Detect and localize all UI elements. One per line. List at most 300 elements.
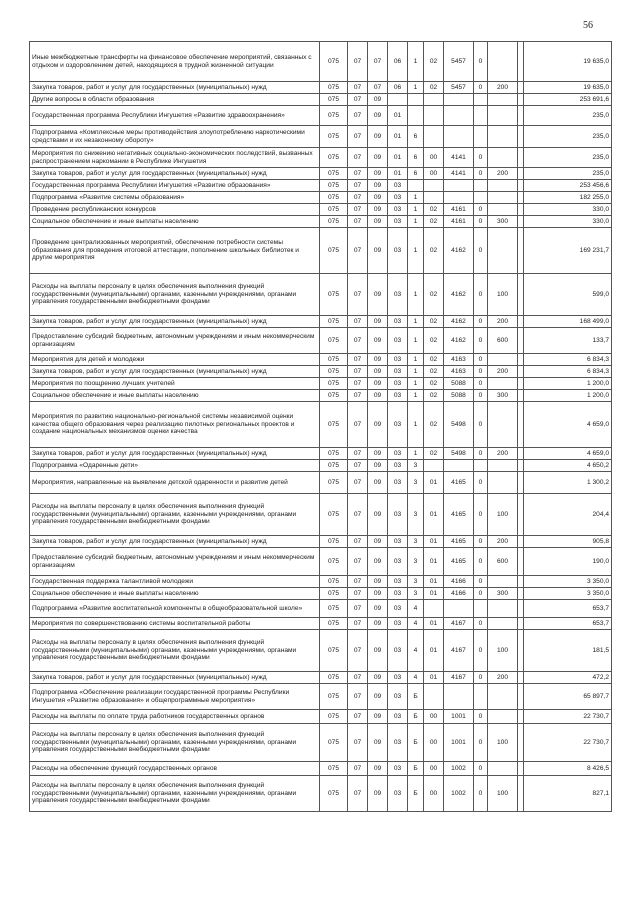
row-code-cell: 07	[348, 126, 368, 148]
row-code-cell: 0	[474, 472, 488, 494]
row-name: Мероприятия, направленные на выявление детской одаренности и развитие детей	[30, 472, 320, 494]
row-code-cell: 07	[348, 762, 368, 776]
row-code-cell: 200	[488, 82, 518, 94]
row-code-cell: 09	[368, 354, 388, 366]
row-code-cell: 1	[408, 354, 424, 366]
row-code-cell: 075	[320, 126, 348, 148]
row-code-cell: 5498	[444, 448, 474, 460]
row-code-cell: 4141	[444, 168, 474, 180]
row-amount: 65 897,7	[524, 684, 612, 710]
row-code-cell: 0	[474, 724, 488, 762]
row-name: Закупка товаров, работ и услуг для государственных (муниципальных) нужд	[30, 168, 320, 180]
row-code-cell: 075	[320, 42, 348, 82]
row-code-cell: 09	[368, 618, 388, 630]
row-name: Иные межбюджетные трансферты на финансовое обеспечение мероприятий, связанных с отдыхом и оздоровлением детей, находящихся в трудной жизненной ситуации	[30, 42, 320, 82]
row-code-cell: 075	[320, 180, 348, 192]
table-row	[30, 710, 612, 724]
row-code-cell: 02	[424, 228, 444, 274]
row-code-cell: 1002	[444, 776, 474, 812]
row-code-cell	[444, 106, 474, 126]
row-code-cell: 200	[488, 672, 518, 684]
row-code-cell: 075	[320, 588, 348, 600]
row-code-cell: 02	[424, 354, 444, 366]
table-row	[30, 354, 612, 366]
row-amount: 1 300,2	[524, 472, 612, 494]
table-row	[30, 724, 612, 762]
row-amount: 169 231,7	[524, 228, 612, 274]
row-name: Расходы на выплаты персоналу в целях обеспечения выполнения функций государственными (муниципальными) органами, казенными учреждениями, органами управления государственными внебюджетными фондами	[30, 494, 320, 536]
row-amount: 4 650,2	[524, 460, 612, 472]
row-code-cell: 03	[388, 684, 408, 710]
row-code-cell: 0	[474, 588, 488, 600]
table-row	[30, 494, 612, 536]
row-code-cell	[408, 180, 424, 192]
row-code-cell: 100	[488, 630, 518, 672]
row-name: Государственная поддержка талантливой молодежи	[30, 576, 320, 588]
row-code-cell: 07	[348, 168, 368, 180]
row-code-cell: 03	[388, 354, 408, 366]
row-code-cell: 0	[474, 762, 488, 776]
row-amount: 905,8	[524, 536, 612, 548]
row-code-cell: 03	[388, 228, 408, 274]
table-row	[30, 42, 612, 82]
row-code-cell	[488, 354, 518, 366]
row-code-cell: 03	[388, 630, 408, 672]
row-code-cell: 01	[424, 630, 444, 672]
row-code-cell: 4	[408, 618, 424, 630]
row-amount: 181,5	[524, 630, 612, 672]
budget-table	[29, 41, 612, 812]
row-code-cell	[424, 600, 444, 618]
row-code-cell: 00	[424, 724, 444, 762]
row-code-cell: 075	[320, 168, 348, 180]
row-code-cell: 4165	[444, 472, 474, 494]
row-code-cell: 09	[368, 776, 388, 812]
row-code-cell: 200	[488, 536, 518, 548]
row-code-cell: 03	[388, 762, 408, 776]
row-code-cell: 1	[408, 390, 424, 402]
row-code-cell: 00	[424, 710, 444, 724]
row-code-cell: 07	[348, 94, 368, 106]
row-code-cell	[424, 94, 444, 106]
row-amount: 133,7	[524, 328, 612, 354]
row-code-cell: 09	[368, 460, 388, 472]
row-code-cell: 0	[474, 328, 488, 354]
row-code-cell: 03	[388, 494, 408, 536]
row-code-cell: 0	[474, 776, 488, 812]
table-row	[30, 618, 612, 630]
row-code-cell: 075	[320, 378, 348, 390]
row-code-cell: 0	[474, 548, 488, 576]
row-code-cell	[444, 684, 474, 710]
page-number: 56	[583, 20, 593, 31]
row-code-cell: 01	[388, 106, 408, 126]
row-code-cell	[444, 460, 474, 472]
table-row	[30, 588, 612, 600]
table-row	[30, 180, 612, 192]
row-code-cell: 09	[368, 684, 388, 710]
row-code-cell: 0	[474, 494, 488, 536]
row-code-cell: 03	[388, 192, 408, 204]
row-code-cell: 02	[424, 204, 444, 216]
row-code-cell: Б	[408, 762, 424, 776]
row-code-cell	[474, 94, 488, 106]
row-code-cell	[488, 126, 518, 148]
row-code-cell: 075	[320, 402, 348, 448]
row-amount: 190,0	[524, 548, 612, 576]
row-code-cell: 6	[408, 168, 424, 180]
row-code-cell: 075	[320, 204, 348, 216]
row-code-cell: 01	[424, 576, 444, 588]
row-code-cell: 4162	[444, 316, 474, 328]
row-amount: 599,0	[524, 274, 612, 316]
row-code-cell: 0	[474, 630, 488, 672]
row-code-cell: 4166	[444, 576, 474, 588]
row-name: Проведение централизованных мероприятий, обеспечение потребности системы образования для проведения итоговой аттестации, пополнение школьных библиотек и другие мероприятия	[30, 228, 320, 274]
row-code-cell: 0	[474, 672, 488, 684]
row-code-cell	[488, 762, 518, 776]
row-name: Социальное обеспечение и иные выплаты населению	[30, 588, 320, 600]
row-code-cell: 0	[474, 618, 488, 630]
row-code-cell: 3	[408, 536, 424, 548]
row-code-cell	[444, 192, 474, 204]
row-code-cell: 03	[388, 710, 408, 724]
row-code-cell: 07	[348, 228, 368, 274]
row-code-cell	[488, 460, 518, 472]
table-row	[30, 684, 612, 710]
row-name: Подпрограмма «Обеспечение реализации государственной программы Республики Ингушетия «Развитие образования» и общепрограммные мероприятия»	[30, 684, 320, 710]
row-code-cell: 075	[320, 618, 348, 630]
row-code-cell: 4167	[444, 672, 474, 684]
row-code-cell: 07	[348, 494, 368, 536]
row-code-cell: 0	[474, 536, 488, 548]
row-code-cell: 03	[388, 216, 408, 228]
row-code-cell: 0	[474, 216, 488, 228]
row-code-cell: 3	[408, 588, 424, 600]
row-code-cell: 03	[388, 448, 408, 460]
row-code-cell: 075	[320, 684, 348, 710]
row-code-cell: 09	[368, 548, 388, 576]
row-code-cell: 5457	[444, 82, 474, 94]
row-name: Мероприятия по снижению негативных социально-экономических последствий, вызванных распространением наркомании в Республике Ингушетия	[30, 148, 320, 168]
row-code-cell: 09	[368, 366, 388, 378]
row-code-cell	[424, 192, 444, 204]
row-code-cell: 0	[474, 82, 488, 94]
table-row	[30, 216, 612, 228]
row-code-cell: 09	[368, 180, 388, 192]
row-code-cell: 00	[424, 168, 444, 180]
row-amount: 4 659,0	[524, 402, 612, 448]
row-code-cell	[424, 180, 444, 192]
row-code-cell: 03	[388, 672, 408, 684]
row-code-cell: 4165	[444, 536, 474, 548]
row-code-cell: 02	[424, 274, 444, 316]
row-code-cell: 03	[388, 328, 408, 354]
row-code-cell: 09	[368, 148, 388, 168]
row-code-cell	[444, 126, 474, 148]
row-code-cell: 075	[320, 216, 348, 228]
row-code-cell	[488, 576, 518, 588]
row-code-cell: 1	[408, 216, 424, 228]
row-amount: 653,7	[524, 600, 612, 618]
row-name: Закупка товаров, работ и услуг для государственных (муниципальных) нужд	[30, 448, 320, 460]
row-name: Расходы на выплаты персоналу в целях обеспечения выполнения функций государственными (муниципальными) органами, казенными учреждениями, органами управления государственными внебюджетными фондами	[30, 776, 320, 812]
row-code-cell: 075	[320, 390, 348, 402]
row-code-cell: 09	[368, 710, 388, 724]
table-row	[30, 600, 612, 618]
row-code-cell: 07	[348, 472, 368, 494]
row-code-cell: 4	[408, 630, 424, 672]
row-code-cell: 1001	[444, 710, 474, 724]
row-code-cell: 4165	[444, 548, 474, 576]
row-code-cell	[488, 192, 518, 204]
row-code-cell: 00	[424, 776, 444, 812]
row-code-cell: 01	[388, 148, 408, 168]
row-code-cell	[488, 684, 518, 710]
row-code-cell: 1	[408, 192, 424, 204]
row-code-cell	[474, 192, 488, 204]
table-row	[30, 402, 612, 448]
table-row	[30, 274, 612, 316]
row-code-cell: 06	[388, 82, 408, 94]
row-code-cell: 03	[388, 724, 408, 762]
row-code-cell	[424, 126, 444, 148]
row-code-cell: 03	[388, 618, 408, 630]
row-code-cell: 075	[320, 724, 348, 762]
row-code-cell: 100	[488, 494, 518, 536]
row-amount: 19 635,0	[524, 82, 612, 94]
row-code-cell: 09	[368, 402, 388, 448]
row-code-cell	[488, 106, 518, 126]
row-code-cell: 4162	[444, 274, 474, 316]
row-code-cell: 0	[474, 366, 488, 378]
table-row	[30, 448, 612, 460]
row-amount: 472,2	[524, 672, 612, 684]
row-code-cell: 075	[320, 576, 348, 588]
row-code-cell: 075	[320, 82, 348, 94]
row-name: Мероприятия для детей и молодежи	[30, 354, 320, 366]
row-name: Закупка товаров, работ и услуг для государственных (муниципальных) нужд	[30, 672, 320, 684]
row-code-cell: 09	[368, 106, 388, 126]
row-code-cell: 075	[320, 448, 348, 460]
row-code-cell: 075	[320, 710, 348, 724]
row-code-cell: 09	[368, 216, 388, 228]
row-code-cell	[424, 460, 444, 472]
table-row	[30, 168, 612, 180]
row-name: Мероприятия по развитию национально-региональной системы независимой оценки качества общего образования через реализацию пилотных региональных проектов и создание национальных механизмов оценки качества	[30, 402, 320, 448]
row-code-cell: 07	[348, 672, 368, 684]
row-code-cell: 4	[408, 600, 424, 618]
row-code-cell: 1	[408, 448, 424, 460]
row-code-cell: 075	[320, 192, 348, 204]
row-code-cell: 075	[320, 630, 348, 672]
row-name: Проведение республиканских конкурсов	[30, 204, 320, 216]
row-code-cell: 09	[368, 204, 388, 216]
row-name: Подпрограмма «Комплексные меры противодействия злоупотреблению наркотическими средствами и их незаконному обороту»	[30, 126, 320, 148]
row-code-cell	[474, 460, 488, 472]
row-code-cell: Б	[408, 710, 424, 724]
row-code-cell: 07	[348, 82, 368, 94]
row-amount: 827,1	[524, 776, 612, 812]
row-code-cell: 02	[424, 42, 444, 82]
row-code-cell: 09	[368, 630, 388, 672]
row-code-cell: 075	[320, 536, 348, 548]
row-code-cell: 00	[424, 148, 444, 168]
row-code-cell: 3	[408, 576, 424, 588]
row-amount: 22 730,7	[524, 724, 612, 762]
row-code-cell: 03	[388, 776, 408, 812]
table-row	[30, 106, 612, 126]
row-code-cell: 0	[474, 228, 488, 274]
row-code-cell: 3	[408, 472, 424, 494]
row-code-cell: 3	[408, 494, 424, 536]
row-code-cell: 1	[408, 328, 424, 354]
row-code-cell: 09	[368, 448, 388, 460]
row-code-cell: 4167	[444, 630, 474, 672]
row-code-cell: 3	[408, 548, 424, 576]
row-code-cell: 0	[474, 390, 488, 402]
row-code-cell: 0	[474, 710, 488, 724]
table-row	[30, 762, 612, 776]
row-code-cell: 09	[368, 576, 388, 588]
table-row	[30, 548, 612, 576]
table-row	[30, 536, 612, 548]
row-code-cell: 4163	[444, 354, 474, 366]
row-code-cell: 075	[320, 228, 348, 274]
row-code-cell: 07	[348, 724, 368, 762]
table-row	[30, 204, 612, 216]
row-code-cell: 07	[348, 576, 368, 588]
row-code-cell	[488, 204, 518, 216]
row-code-cell: 02	[424, 366, 444, 378]
row-code-cell: 07	[348, 216, 368, 228]
row-code-cell: Б	[408, 684, 424, 710]
row-amount: 3 350,0	[524, 576, 612, 588]
row-name: Государственная программа Республики Ингушетия «Развитие образования»	[30, 180, 320, 192]
row-code-cell: 1	[408, 204, 424, 216]
row-code-cell: 07	[348, 600, 368, 618]
row-code-cell: 01	[424, 672, 444, 684]
row-code-cell: 09	[368, 192, 388, 204]
row-code-cell: 02	[424, 378, 444, 390]
row-name: Предоставление субсидий бюджетным, автономным учреждениям и иным некоммерческим организациям	[30, 548, 320, 576]
row-code-cell: 09	[368, 600, 388, 618]
row-code-cell	[488, 42, 518, 82]
row-code-cell: 09	[368, 494, 388, 536]
row-code-cell: 100	[488, 724, 518, 762]
row-code-cell: 09	[368, 228, 388, 274]
table-row	[30, 776, 612, 812]
row-code-cell: 03	[388, 600, 408, 618]
row-code-cell: 07	[348, 378, 368, 390]
table-row	[30, 366, 612, 378]
row-code-cell: 075	[320, 316, 348, 328]
row-code-cell: 02	[424, 328, 444, 354]
row-code-cell: 075	[320, 354, 348, 366]
table-row	[30, 576, 612, 588]
row-code-cell: 4166	[444, 588, 474, 600]
row-code-cell: 02	[424, 316, 444, 328]
row-code-cell: 0	[474, 42, 488, 82]
row-code-cell: 1	[408, 274, 424, 316]
row-name: Другие вопросы в области образования	[30, 94, 320, 106]
row-code-cell: 4	[408, 672, 424, 684]
row-code-cell: 03	[388, 390, 408, 402]
row-code-cell: 09	[368, 390, 388, 402]
row-code-cell	[488, 148, 518, 168]
row-code-cell: 0	[474, 148, 488, 168]
row-code-cell: 03	[388, 316, 408, 328]
row-code-cell: 1001	[444, 724, 474, 762]
row-code-cell: 07	[348, 42, 368, 82]
row-name: Подпрограмма «Одаренные дети»	[30, 460, 320, 472]
row-code-cell	[488, 618, 518, 630]
row-amount: 6 834,3	[524, 354, 612, 366]
row-code-cell	[488, 378, 518, 390]
row-code-cell	[424, 684, 444, 710]
table-row	[30, 94, 612, 106]
row-code-cell	[424, 106, 444, 126]
row-code-cell: 09	[368, 328, 388, 354]
row-code-cell	[488, 94, 518, 106]
row-code-cell: 01	[424, 548, 444, 576]
row-code-cell: 075	[320, 776, 348, 812]
row-code-cell: 03	[388, 548, 408, 576]
row-code-cell: 07	[368, 42, 388, 82]
row-code-cell: 01	[424, 588, 444, 600]
row-code-cell: 075	[320, 672, 348, 684]
row-code-cell: 03	[388, 204, 408, 216]
row-code-cell: 03	[388, 274, 408, 316]
row-code-cell: 075	[320, 94, 348, 106]
row-code-cell: 0	[474, 316, 488, 328]
row-amount: 330,0	[524, 204, 612, 216]
row-code-cell: 06	[388, 42, 408, 82]
row-amount: 235,0	[524, 126, 612, 148]
row-amount: 19 635,0	[524, 42, 612, 82]
row-code-cell	[474, 600, 488, 618]
row-code-cell: 01	[424, 536, 444, 548]
row-code-cell: 100	[488, 776, 518, 812]
row-code-cell: 09	[368, 126, 388, 148]
row-code-cell: 4161	[444, 216, 474, 228]
row-code-cell: 07	[348, 448, 368, 460]
row-code-cell: 5498	[444, 402, 474, 448]
row-code-cell: 0	[474, 168, 488, 180]
row-code-cell: 00	[424, 762, 444, 776]
row-code-cell: 03	[388, 472, 408, 494]
row-code-cell: 3	[408, 460, 424, 472]
row-code-cell	[474, 180, 488, 192]
row-code-cell: 200	[488, 168, 518, 180]
row-code-cell: Б	[408, 776, 424, 812]
row-code-cell: 6	[408, 148, 424, 168]
row-code-cell: 600	[488, 548, 518, 576]
row-code-cell: 09	[368, 762, 388, 776]
row-code-cell: 075	[320, 600, 348, 618]
row-code-cell: 09	[368, 274, 388, 316]
table-row	[30, 460, 612, 472]
row-code-cell: 4163	[444, 366, 474, 378]
row-code-cell: 300	[488, 390, 518, 402]
row-amount: 253 691,6	[524, 94, 612, 106]
row-code-cell: 07	[348, 776, 368, 812]
row-code-cell: 600	[488, 328, 518, 354]
row-code-cell	[474, 684, 488, 710]
row-code-cell: 4162	[444, 328, 474, 354]
row-amount: 204,4	[524, 494, 612, 536]
row-code-cell: 1	[408, 42, 424, 82]
